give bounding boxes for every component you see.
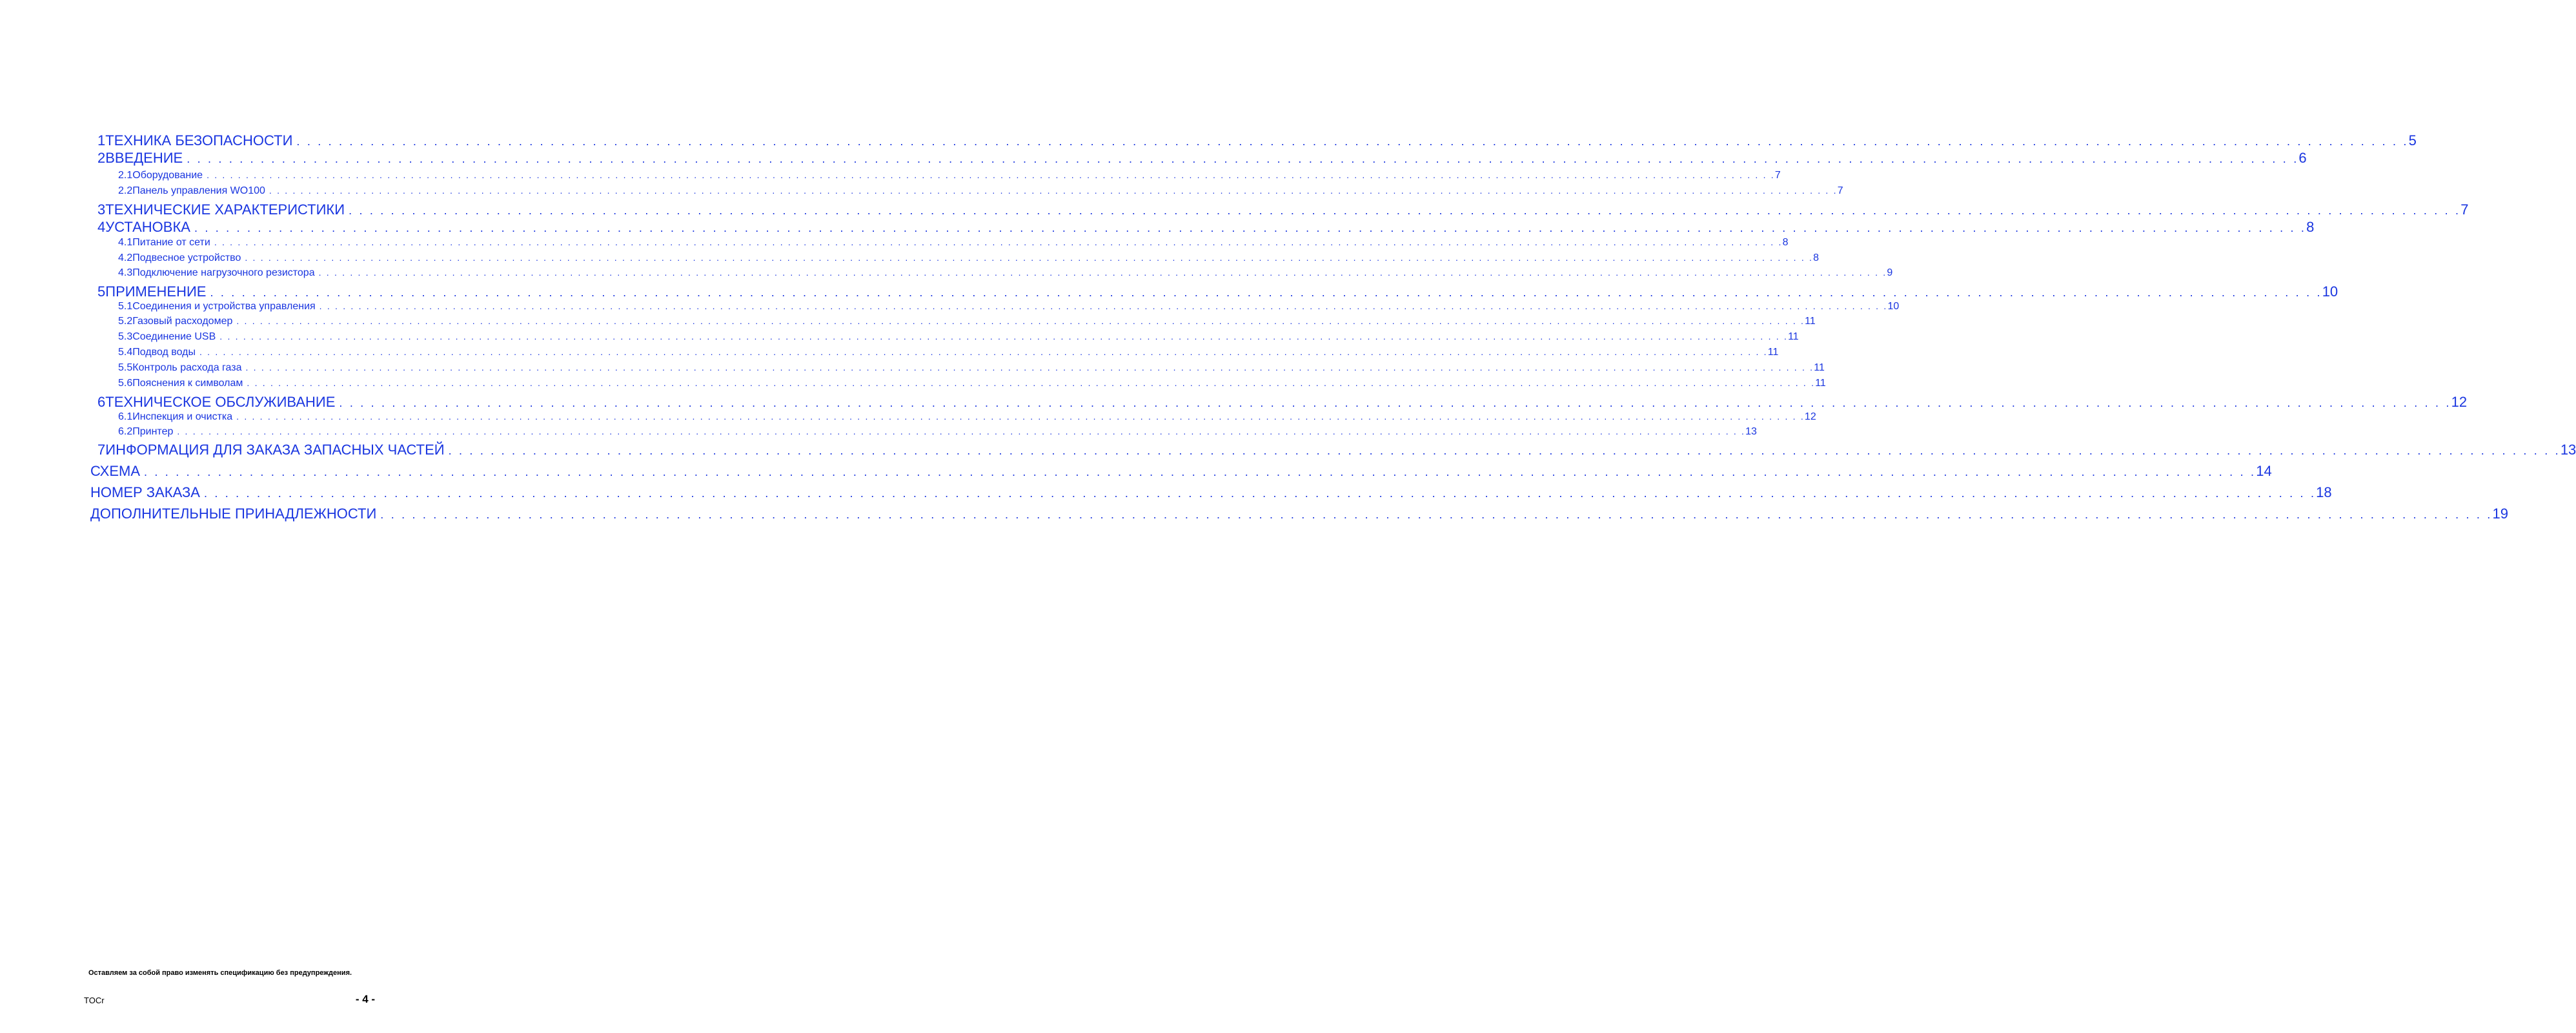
toc-entry[interactable]: [118, 301, 1900, 315]
toc-entry-page: 11: [1815, 378, 1826, 389]
toc-entry-page: 13: [2560, 442, 2576, 458]
disclaimer-note: Оставляем за собой право изменять спецификацию без предупреждения.: [88, 969, 352, 977]
toc-leader-dots: . . . . . . . . . . . . . . . . . . . . . . . . . . . . . . . . . . . . . . . . . . . . . . . . . . . . . . . . . . . . . . . . . . . . . . . . . . . . . . . . . . . . . . . . . . . . . . . . . . . . . . . . . . . . . . . . . . . . . . . . . . . . . . . . . . . . . . . . . . . . . . . . . . . . . . . . . . . . . . . . . . . . . . . . . . . . . . . . . . . . . . . . . . . . . . . . . . . . . . . .: [187, 152, 2299, 165]
toc-leader-dots: . . . . . . . . . . . . . . . . . . . . . . . . . . . . . . . . . . . . . . . . . . . . . . . . . . . . . . . . . . . . . . . . . . . . . . . . . . . . . . . . . . . . . . . . . . . . . . . . . . . . . . . . . . . . . . . . . . . . . . . . . . . . . . . . . . . . . . . . . . . . . . . . . . . . . . . . . . . . . . . . . . . . . . . . . . . . . . . . . . . . . . . . . . . . . . . . . . . . . . . .: [144, 465, 2257, 478]
toc-entry[interactable]: [97, 201, 2469, 220]
toc-leader-dots: . . . . . . . . . . . . . . . . . . . . . . . . . . . . . . . . . . . . . . . . . . . . . . . . . . . . . . . . . . . . . . . . . . . . . . . . . . . . . . . . . . . . . . . . . . . . . . . . . . . . . . . . . . . . . . . . . . . . . . . . . . . . . . . . . . . . . . . . . . . . . . . . . . . . . . . . . . . . . . . . . . . . . . . . . . . . . . . . . . . . . . . . . . . . . . . . . . . . . . . .: [296, 135, 2409, 148]
toc-leader-dots: . . . . . . . . . . . . . . . . . . . . . . . . . . . . . . . . . . . . . . . . . . . . . . . . . . . . . . . . . . . . . . . . . . . . . . . . . . . . . . . . . . . . . . . . . . . . . . . . . . . . . . . . . . . . . . . . . . . . . . . . . . . . . . . . . . . . . . . . . . . . . . . . . . . . . . . . . . . . . . . . . . . . . . . . . . . . . . . . . . . . . . . . . . . . . . . . . . . . . . . .: [203, 487, 2317, 500]
toc-entry[interactable]: [118, 316, 1816, 330]
toc-leader-dots: . . . . . . . . . . . . . . . . . . . . . . . . . . . . . . . . . . . . . . . . . . . . . . . . . . . . . . . . . . . . . . . . . . . . . . . . . . . . . . . . . . . . . . . . . . . . . . . . . . . . . . . . . . . . . . . . . . . . . . . . . . . . . . . . . . . . . . . . . . . . . . . . . . . . . . . . . . . . . . . . . . . . . . . . . . . . . . . . . . . . . . . . . . . . . . . . . . . . . . . .: [177, 426, 1746, 436]
toc-entry-title: НОМЕР ЗАКАЗА: [90, 484, 200, 500]
toc-entry-number: 5.2: [118, 316, 133, 327]
toc-entry-page: 18: [2316, 484, 2332, 500]
toc-entry-number: 2.1: [118, 170, 133, 181]
toc-entry-title: Оборудование: [132, 170, 203, 181]
toc-entry[interactable]: [97, 394, 2468, 412]
toc-leader-dots: . . . . . . . . . . . . . . . . . . . . . . . . . . . . . . . . . . . . . . . . . . . . . . . . . . . . . . . . . . . . . . . . . . . . . . . . . . . . . . . . . . . . . . . . . . . . . . . . . . . . . . . . . . . . . . . . . . . . . . . . . . . . . . . . . . . . . . . . . . . . . . . . . . . . . . . . . . . . . . . . . . . . . . . . . . . . . . . . . . . . . . . . . . . . . . . . . . . . . . . .: [194, 221, 2307, 234]
toc-entry-number: 2.2: [118, 185, 133, 196]
toc-entry[interactable]: [118, 170, 1781, 184]
toc-entry-title: Пояснения к символам: [132, 378, 243, 389]
toc-entry-title: ИНФОРМАЦИЯ ДЛЯ ЗАКАЗА ЗАПАСНЫХ ЧАСТЕЙ: [105, 442, 445, 458]
toc-entry[interactable]: [118, 378, 1826, 392]
toc-entry-number: 5.5: [118, 362, 133, 373]
toc-entry[interactable]: [97, 150, 2307, 168]
toc-leader-dots: . . . . . . . . . . . . . . . . . . . . . . . . . . . . . . . . . . . . . . . . . . . . . . . . . . . . . . . . . . . . . . . . . . . . . . . . . . . . . . . . . . . . . . . . . . . . . . . . . . . . . . . . . . . . . . . . . . . . . . . . . . . . . . . . . . . . . . . . . . . . . . . . . . . . . . . . . . . . . . . . . . . . . . . . . . . . . . . . . . . . . . . . . . . . . . . . . . . . . . . .: [380, 508, 2493, 521]
toc-leader-dots: . . . . . . . . . . . . . . . . . . . . . . . . . . . . . . . . . . . . . . . . . . . . . . . . . . . . . . . . . . . . . . . . . . . . . . . . . . . . . . . . . . . . . . . . . . . . . . . . . . . . . . . . . . . . . . . . . . . . . . . . . . . . . . . . . . . . . . . . . . . . . . . . . . . . . . . . . . . . . . . . . . . . . . . . . . . . . . . . . . . . . . . . . . . . . . . . . . . . . . . .: [318, 267, 1887, 278]
toc-entry-page: 8: [1813, 252, 1820, 263]
toc-entry[interactable]: [118, 237, 1789, 251]
toc-entry-page: 12: [2451, 394, 2468, 410]
toc-entry-number: 4.2: [118, 252, 133, 263]
toc-leader-dots: . . . . . . . . . . . . . . . . . . . . . . . . . . . . . . . . . . . . . . . . . . . . . . . . . . . . . . . . . . . . . . . . . . . . . . . . . . . . . . . . . . . . . . . . . . . . . . . . . . . . . . . . . . . . . . . . . . . . . . . . . . . . . . . . . . . . . . . . . . . . . . . . . . . . . . . . . . . . . . . . . . . . . . . . . . . . . . . . . . . . . . . . . . . . . . . . . . . . . . . .: [319, 301, 1888, 311]
toc-leader-dots: . . . . . . . . . . . . . . . . . . . . . . . . . . . . . . . . . . . . . . . . . . . . . . . . . . . . . . . . . . . . . . . . . . . . . . . . . . . . . . . . . . . . . . . . . . . . . . . . . . . . . . . . . . . . . . . . . . . . . . . . . . . . . . . . . . . . . . . . . . . . . . . . . . . . . . . . . . . . . . . . . . . . . . . . . . . . . . . . . . . . . . . . . . . . . . . . . . . . . . . .: [214, 237, 1783, 247]
toc-entry-page: 10: [2322, 283, 2338, 300]
toc-entry-number: 3: [97, 201, 106, 218]
toc-entry-page: 11: [1788, 331, 1799, 342]
toc-entry[interactable]: [118, 185, 1843, 199]
toc-leader-dots: . . . . . . . . . . . . . . . . . . . . . . . . . . . . . . . . . . . . . . . . . . . . . . . . . . . . . . . . . . . . . . . . . . . . . . . . . . . . . . . . . . . . . . . . . . . . . . . . . . . . . . . . . . . . . . . . . . . . . . . . . . . . . . . . . . . . . . . . . . . . . . . . . . . . . . . . . . . . . . . . . . . . . . . . . . . . . . . . . . . . . . . . . . . . . . . . . . . . . . . .: [219, 331, 1789, 342]
toc-entry[interactable]: [97, 132, 2417, 150]
toc-entry-title: Подвод воды: [132, 347, 196, 358]
toc-entry[interactable]: [97, 219, 2315, 237]
toc-entry-title: Газовый расходомер: [132, 316, 233, 327]
toc-entry[interactable]: [97, 442, 2576, 460]
toc-entry-page: 13: [1745, 426, 1757, 437]
toc-entry[interactable]: [118, 426, 1757, 440]
toc-entry[interactable]: [118, 252, 1820, 267]
toc-entry-page: 8: [2306, 219, 2315, 235]
toc-leader-dots: . . . . . . . . . . . . . . . . . . . . . . . . . . . . . . . . . . . . . . . . . . . . . . . . . . . . . . . . . . . . . . . . . . . . . . . . . . . . . . . . . . . . . . . . . . . . . . . . . . . . . . . . . . . . . . . . . . . . . . . . . . . . . . . . . . . . . . . . . . . . . . . . . . . . . . . . . . . . . . . . . . . . . . . . . . . . . . . . . . . . . . . . . . . . . . . . . . . . . . . .: [349, 204, 2461, 217]
toc-entry-page: 19: [2492, 506, 2508, 522]
toc-entry-page: 12: [1804, 411, 1816, 422]
toc-entry-page: 11: [1767, 347, 1779, 358]
toc-entry-title: Панель управления WO100: [132, 185, 265, 196]
toc-entry[interactable]: [118, 267, 1893, 281]
toc-entry-number: 6: [97, 394, 106, 410]
toc-entry-number: 5.1: [118, 301, 133, 312]
toc-entry[interactable]: [90, 463, 2272, 481]
toc-entry-title: Соединения и устройства управления: [132, 301, 316, 312]
toc-entry-page: 7: [1774, 170, 1781, 181]
toc-leader-dots: . . . . . . . . . . . . . . . . . . . . . . . . . . . . . . . . . . . . . . . . . . . . . . . . . . . . . . . . . . . . . . . . . . . . . . . . . . . . . . . . . . . . . . . . . . . . . . . . . . . . . . . . . . . . . . . . . . . . . . . . . . . . . . . . . . . . . . . . . . . . . . . . . . . . . . . . . . . . . . . . . . . . . . . . . . . . . . . . . . . . . . . . . . . . . . . . . . . . . . . .: [269, 185, 1838, 196]
toc-entry-title: Подвесное устройство: [132, 252, 241, 263]
toc-leader-dots: . . . . . . . . . . . . . . . . . . . . . . . . . . . . . . . . . . . . . . . . . . . . . . . . . . . . . . . . . . . . . . . . . . . . . . . . . . . . . . . . . . . . . . . . . . . . . . . . . . . . . . . . . . . . . . . . . . . . . . . . . . . . . . . . . . . . . . . . . . . . . . . . . . . . . . . . . . . . . . . . . . . . . . . . . . . . . . . . . . . . . . . . . . . . . . . . . . . . . . . .: [207, 170, 1775, 180]
toc-entry-title: Питание от сети: [132, 237, 210, 248]
toc-leader-dots: . . . . . . . . . . . . . . . . . . . . . . . . . . . . . . . . . . . . . . . . . . . . . . . . . . . . . . . . . . . . . . . . . . . . . . . . . . . . . . . . . . . . . . . . . . . . . . . . . . . . . . . . . . . . . . . . . . . . . . . . . . . . . . . . . . . . . . . . . . . . . . . . . . . . . . . . . . . . . . . . . . . . . . . . . . . . . . . . . . . . . . . . . . . . . . . . . . . . . . . .: [245, 362, 1814, 373]
toc-entry-number: 4.3: [118, 267, 133, 278]
toc-entry[interactable]: [97, 283, 2338, 302]
toc-entry-page: 6: [2298, 150, 2307, 166]
toc-entry[interactable]: [118, 362, 1825, 376]
toc-entry-title: ПРИМЕНЕНИЕ: [105, 283, 207, 300]
toc-entry-number: 4.1: [118, 237, 133, 248]
document-code: TOCr: [84, 996, 105, 1005]
toc-entry-page: 5: [2408, 132, 2417, 148]
toc-entry-number: 5: [97, 283, 106, 300]
toc-entry-title: Принтер: [132, 426, 174, 437]
toc-leader-dots: . . . . . . . . . . . . . . . . . . . . . . . . . . . . . . . . . . . . . . . . . . . . . . . . . . . . . . . . . . . . . . . . . . . . . . . . . . . . . . . . . . . . . . . . . . . . . . . . . . . . . . . . . . . . . . . . . . . . . . . . . . . . . . . . . . . . . . . . . . . . . . . . . . . . . . . . . . . . . . . . . . . . . . . . . . . . . . . . . . . . . . . . . . . . . . . . . . . . . . . .: [247, 378, 1816, 388]
toc-entry[interactable]: [90, 484, 2332, 502]
toc-entry-title: ТЕХНИЧЕСКИЕ ХАРАКТЕРИСТИКИ: [105, 201, 345, 218]
toc-entry-title: Инспекция и очистка: [132, 411, 233, 422]
toc-entry-title: ВВЕДЕНИЕ: [105, 150, 183, 166]
toc-entry-title: ДОПОЛНИТЕЛЬНЫЕ ПРИНАДЛЕЖНОСТИ: [90, 506, 377, 522]
toc-entry-title: ТЕХНИКА БЕЗОПАСНОСТИ: [105, 132, 293, 148]
toc-leader-dots: . . . . . . . . . . . . . . . . . . . . . . . . . . . . . . . . . . . . . . . . . . . . . . . . . . . . . . . . . . . . . . . . . . . . . . . . . . . . . . . . . . . . . . . . . . . . . . . . . . . . . . . . . . . . . . . . . . . . . . . . . . . . . . . . . . . . . . . . . . . . . . . . . . . . . . . . . . . . . . . . . . . . . . . . . . . . . . . . . . . . . . . . . . . . . . . . . . . . . . . .: [236, 316, 1805, 326]
toc-entry-page: 11: [1805, 316, 1816, 327]
toc-entry-title: Контроль расхода газа: [132, 362, 242, 373]
toc-entry-title: СХЕМА: [90, 463, 140, 479]
toc-entry-title: Соединение USB: [132, 331, 216, 342]
toc-entry[interactable]: [118, 347, 1779, 361]
toc-entry-page: 10: [1887, 301, 1900, 312]
toc-entry-number: 5.6: [118, 378, 133, 389]
toc-entry-number: 6.1: [118, 411, 133, 422]
toc-entry-page: 9: [1887, 267, 1893, 278]
toc-entry-page: 7: [2460, 201, 2469, 218]
toc-entry-title: УСТАНОВКА: [105, 219, 190, 235]
toc-entry[interactable]: [90, 506, 2508, 524]
toc-entry-page: 7: [1837, 185, 1843, 196]
toc-entry-title: ТЕХНИЧЕСКОЕ ОБСЛУЖИВАНИЕ: [105, 394, 336, 410]
toc-entry[interactable]: [118, 331, 1799, 345]
toc-leader-dots: . . . . . . . . . . . . . . . . . . . . . . . . . . . . . . . . . . . . . . . . . . . . . . . . . . . . . . . . . . . . . . . . . . . . . . . . . . . . . . . . . . . . . . . . . . . . . . . . . . . . . . . . . . . . . . . . . . . . . . . . . . . . . . . . . . . . . . . . . . . . . . . . . . . . . . . . . . . . . . . . . . . . . . . . . . . . . . . . . . . . . . . . . . . . . . . . . . . . . . . .: [245, 252, 1814, 263]
toc-entry-number: 2: [97, 150, 106, 166]
toc-leader-dots: . . . . . . . . . . . . . . . . . . . . . . . . . . . . . . . . . . . . . . . . . . . . . . . . . . . . . . . . . . . . . . . . . . . . . . . . . . . . . . . . . . . . . . . . . . . . . . . . . . . . . . . . . . . . . . . . . . . . . . . . . . . . . . . . . . . . . . . . . . . . . . . . . . . . . . . . . . . . . . . . . . . . . . . . . . . . . . . . . . . . . . . . . . . . . . . . . . . . . . . .: [199, 347, 1768, 357]
toc-entry-number: 5.4: [118, 347, 133, 358]
toc-entry-number: 4: [97, 219, 106, 235]
toc-entry-number: 5.3: [118, 331, 133, 342]
toc-entry[interactable]: [118, 411, 1816, 425]
page-number: - 4 -: [355, 993, 376, 1005]
toc-leader-dots: . . . . . . . . . . . . . . . . . . . . . . . . . . . . . . . . . . . . . . . . . . . . . . . . . . . . . . . . . . . . . . . . . . . . . . . . . . . . . . . . . . . . . . . . . . . . . . . . . . . . . . . . . . . . . . . . . . . . . . . . . . . . . . . . . . . . . . . . . . . . . . . . . . . . . . . . . . . . . . . . . . . . . . . . . . . . . . . . . . . . . . . . . . . . . . . . . . . . . . . .: [210, 286, 2322, 299]
toc-leader-dots: . . . . . . . . . . . . . . . . . . . . . . . . . . . . . . . . . . . . . . . . . . . . . . . . . . . . . . . . . . . . . . . . . . . . . . . . . . . . . . . . . . . . . . . . . . . . . . . . . . . . . . . . . . . . . . . . . . . . . . . . . . . . . . . . . . . . . . . . . . . . . . . . . . . . . . . . . . . . . . . . . . . . . . . . . . . . . . . . . . . . . . . . . . . . . . . . . . . . . . . .: [339, 396, 2451, 409]
toc-leader-dots: . . . . . . . . . . . . . . . . . . . . . . . . . . . . . . . . . . . . . . . . . . . . . . . . . . . . . . . . . . . . . . . . . . . . . . . . . . . . . . . . . . . . . . . . . . . . . . . . . . . . . . . . . . . . . . . . . . . . . . . . . . . . . . . . . . . . . . . . . . . . . . . . . . . . . . . . . . . . . . . . . . . . . . . . . . . . . . . . . . . . . . . . . . . . . . . . . . . . . . . .: [448, 444, 2561, 457]
toc-entry-page: 11: [1814, 362, 1825, 373]
toc-entry-number: 1: [97, 132, 106, 148]
toc-leader-dots: . . . . . . . . . . . . . . . . . . . . . . . . . . . . . . . . . . . . . . . . . . . . . . . . . . . . . . . . . . . . . . . . . . . . . . . . . . . . . . . . . . . . . . . . . . . . . . . . . . . . . . . . . . . . . . . . . . . . . . . . . . . . . . . . . . . . . . . . . . . . . . . . . . . . . . . . . . . . . . . . . . . . . . . . . . . . . . . . . . . . . . . . . . . . . . . . . . . . . . . .: [236, 411, 1805, 422]
toc-entry-page: 8: [1782, 237, 1789, 248]
toc-entry-page: 14: [2256, 463, 2272, 479]
toc-entry-number: 6.2: [118, 426, 133, 437]
toc-entry-number: 7: [97, 442, 106, 458]
toc-entry-title: Подключение нагрузочного резистора: [132, 267, 315, 278]
